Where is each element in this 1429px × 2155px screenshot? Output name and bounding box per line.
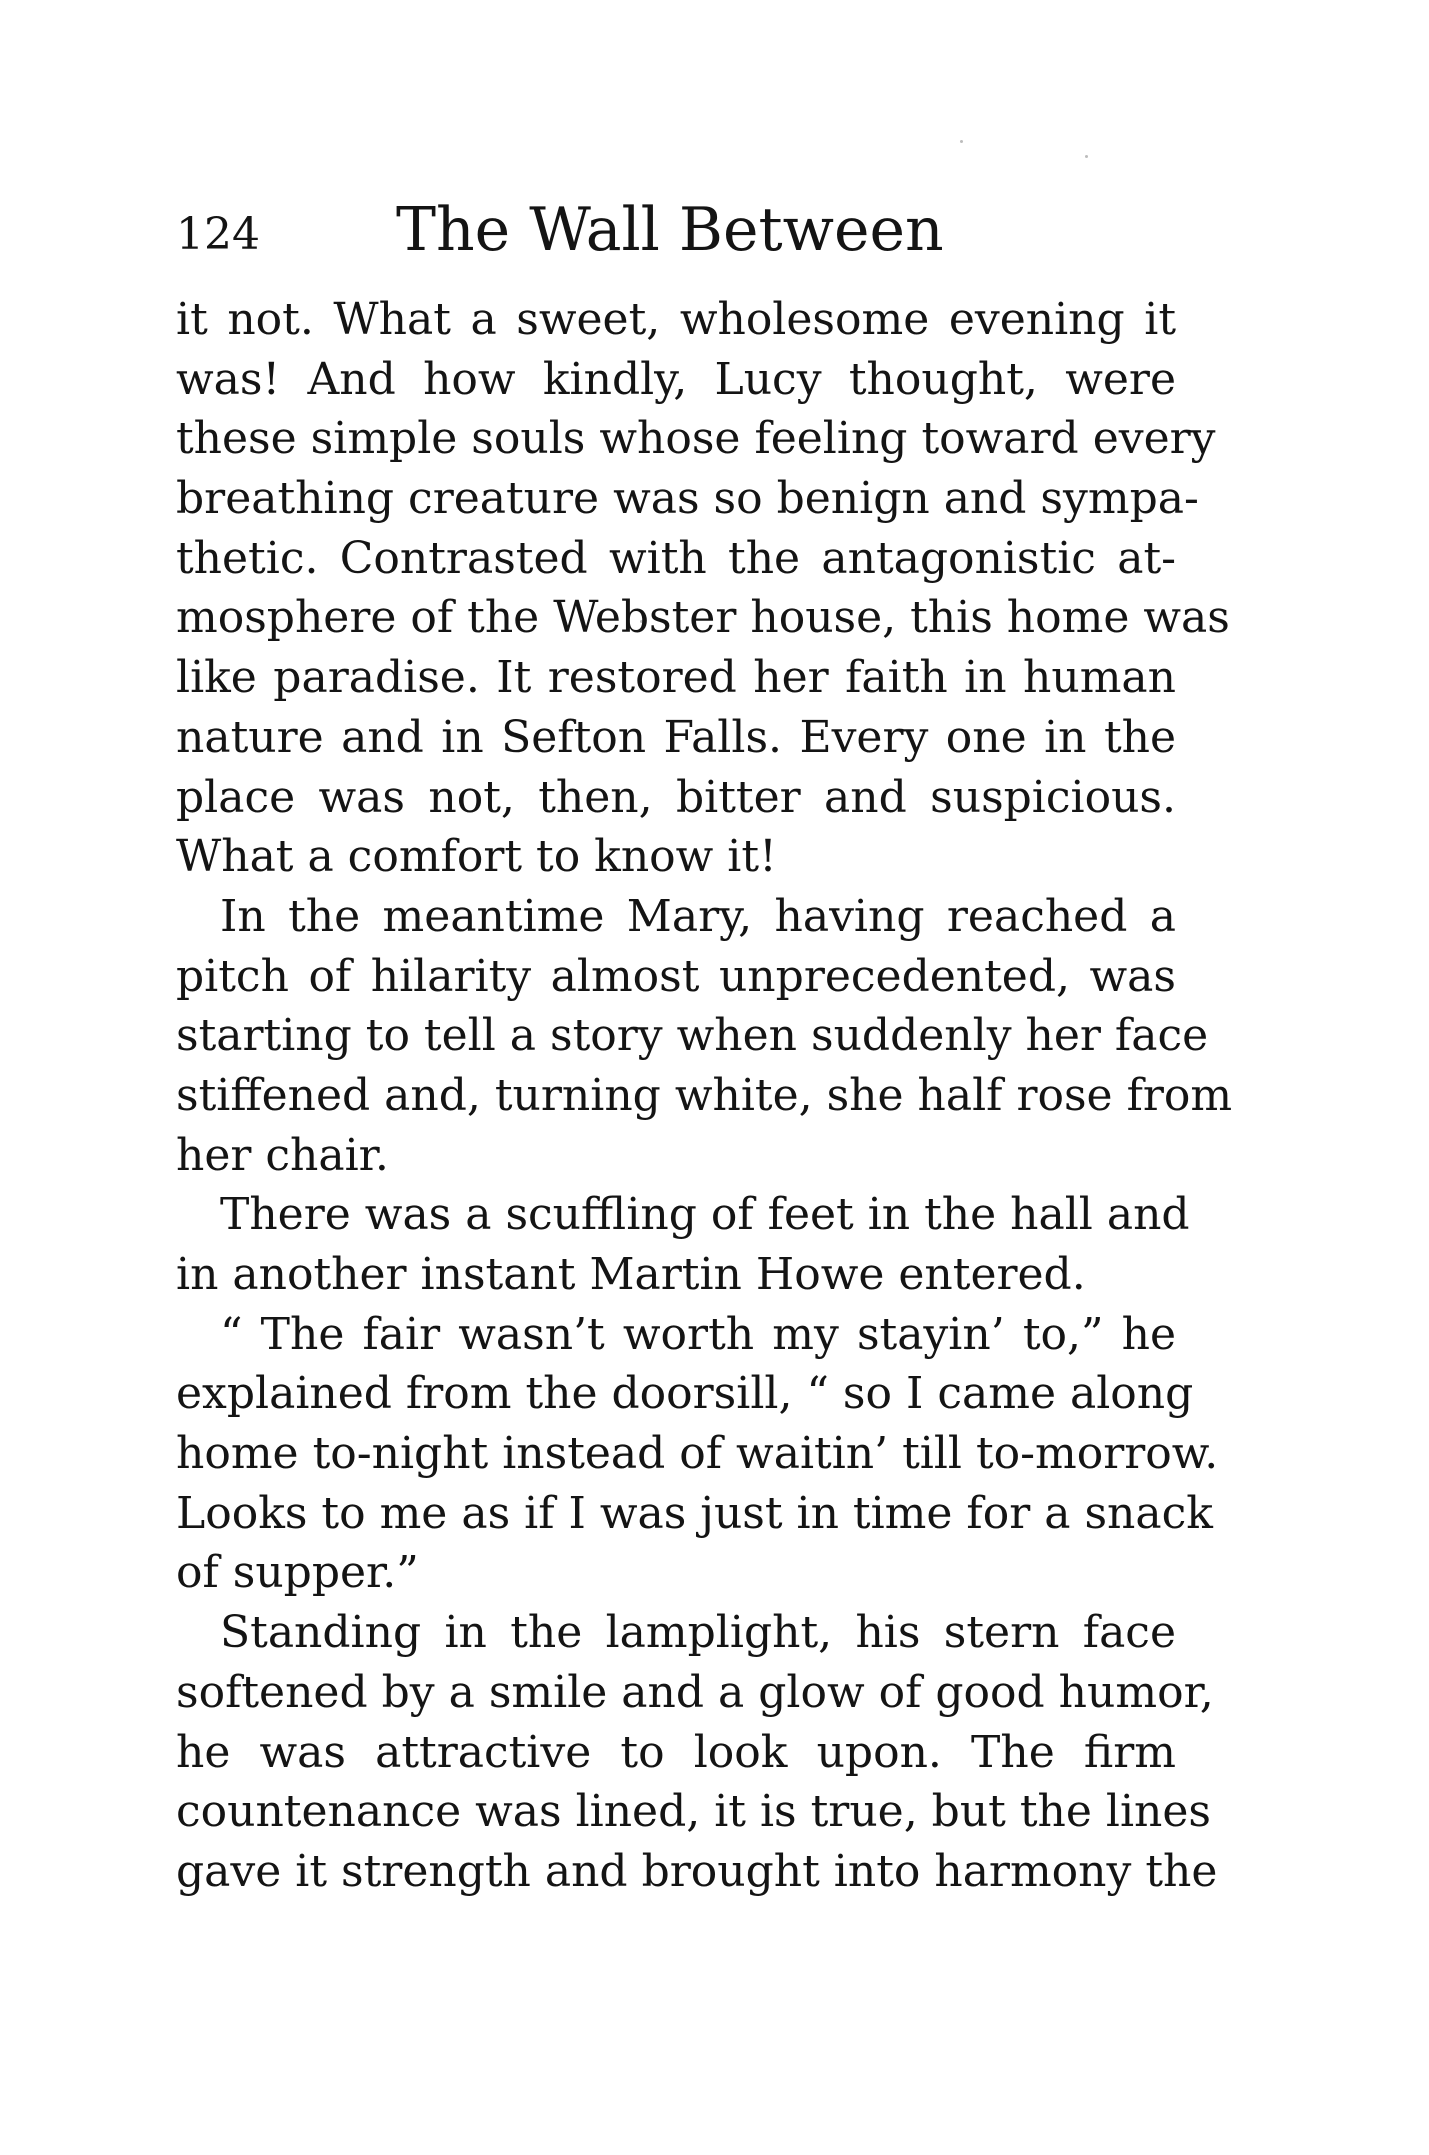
text-line: Looks to me as if I was just in time for a snack xyxy=(176,1487,1213,1539)
text-line: place was not, then, bitter and suspicious. xyxy=(176,771,1176,823)
text-line: mosphere of the Webster house, this home was xyxy=(176,592,1230,644)
text-line: stiffened and, turning white, she half rose from xyxy=(176,1069,1233,1121)
text-line: pitch of hilarity almost unprecedented, was xyxy=(176,950,1176,1002)
text-line: these simple souls whose feeling toward every xyxy=(176,413,1216,465)
text-line: home to-night instead of waitin’ till to-morrow. xyxy=(176,1428,1219,1480)
text-line: In the meantime Mary, having reached a xyxy=(220,890,1176,942)
text-line: What a comfort to know it! xyxy=(176,831,777,883)
running-title: The Wall Between xyxy=(396,195,944,265)
paper-speck xyxy=(1085,155,1088,158)
text-line: like paradise. It restored her faith in human xyxy=(176,652,1176,704)
text-line: it not. What a sweet, wholesome evening it xyxy=(176,294,1176,345)
text-line: of supper.” xyxy=(176,1547,419,1599)
text-line: her chair. xyxy=(176,1129,389,1181)
body-text xyxy=(176,290,1233,1902)
text-line: he was attractive to look upon. The firm xyxy=(176,1726,1176,1778)
text-line: was! And how kindly, Lucy thought, were xyxy=(176,353,1176,405)
text-line: Standing in the lamplight, his stern face xyxy=(220,1607,1176,1659)
text-line: breathing creature was so benign and sympa- xyxy=(176,473,1199,525)
text-line: countenance was lined, it is true, but the lines xyxy=(176,1786,1211,1838)
text-line: in another instant Martin Howe entered. xyxy=(176,1249,1086,1300)
text-line: nature and in Sefton Falls. Every one in the xyxy=(176,711,1176,763)
text-line: softened by a smile and a glow of good humor, xyxy=(176,1666,1214,1718)
text-line: explained from the doorsill, “ so I came along xyxy=(176,1368,1194,1420)
page-number: 124 xyxy=(176,209,260,260)
text-line: starting to tell a story when suddenly her face xyxy=(176,1010,1209,1062)
text-line: “ The fair wasn’t worth my stayin’ to,” he xyxy=(220,1308,1176,1360)
paper-speck xyxy=(960,140,963,143)
page-header xyxy=(176,195,1176,275)
text-line: thetic. Contrasted with the antagonistic at- xyxy=(176,532,1176,584)
text-line: There was a scuffling of feet in the hall and xyxy=(220,1189,1190,1241)
text-line: gave it strength and brought into harmony the xyxy=(176,1845,1218,1897)
